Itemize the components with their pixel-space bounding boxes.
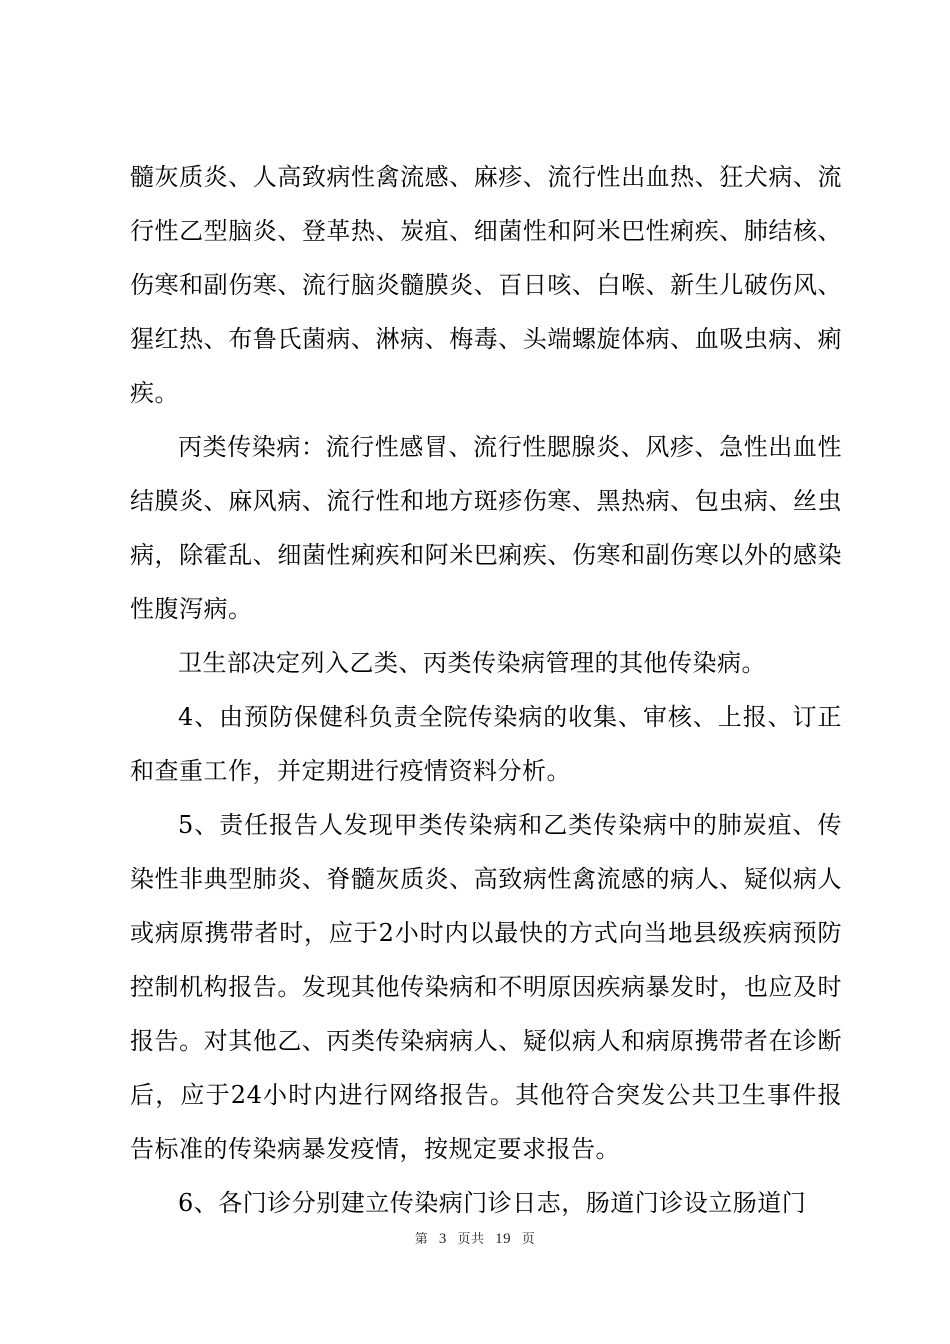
paragraph-other-diseases: 卫生部决定列入乙类、丙类传染病管理的其他传染病。 <box>178 649 766 677</box>
footer-suffix: 页 <box>521 1232 536 1247</box>
footer-page-number: 3 <box>438 1231 447 1247</box>
paragraph-item-5: 5、责任报告人发现甲类传染病和乙类传染病中的肺炭疽、传染性非典型肺炎、脊髓灰质炎、高致病性禽流感的病人、疑似病人或病原携带者时，应于2小时内以最快的方式向当地县级疾病预防控制机构报告。发现其他传染病和不明原因疾病暴发时，也应及时报告。对其他乙、丙类传染病病人、疑似病人和病原携带者在诊断后，应于24小时内进行网络报告。其他符合突发公共卫生事件报告标准的传染病暴发疫情，按规定要求报告。 <box>130 811 842 1163</box>
footer-middle: 页共 <box>457 1232 485 1247</box>
paragraph-continued-list: 髓灰质炎、人高致病性禽流感、麻疹、流行性出血热、狂犬病、流行性乙型脑炎、登革热、炭疽、细菌性和阿米巴性痢疾、肺结核、伤寒和副伤寒、流行脑炎髓膜炎、百日咳、白喉、新生儿破伤风、猩红热、布鲁氏菌病、淋病、梅毒、头端螺旋体病、血吸虫病、痢疾。 <box>130 163 842 407</box>
document-body <box>130 150 842 1230</box>
paragraph-class-c-diseases: 丙类传染病：流行性感冒、流行性腮腺炎、风疹、急性出血性结膜炎、麻风病、流行性和地方斑疹伤寒、黑热病、包虫病、丝虫病，除霍乱、细菌性痢疾和阿米巴痢疾、伤寒和副伤寒以外的感染性腹泻病。 <box>130 433 842 623</box>
footer-prefix: 第 <box>414 1232 429 1247</box>
paragraph-item-4: 4、由预防保健科负责全院传染病的收集、审核、上报、订正和查重工作，并定期进行疫情资料分析。 <box>130 703 842 785</box>
page-footer <box>0 1228 950 1248</box>
paragraph-item-6: 6、各门诊分别建立传染病门诊日志，肠道门诊设立肠道门 <box>178 1189 807 1217</box>
footer-total-pages: 19 <box>495 1231 512 1247</box>
